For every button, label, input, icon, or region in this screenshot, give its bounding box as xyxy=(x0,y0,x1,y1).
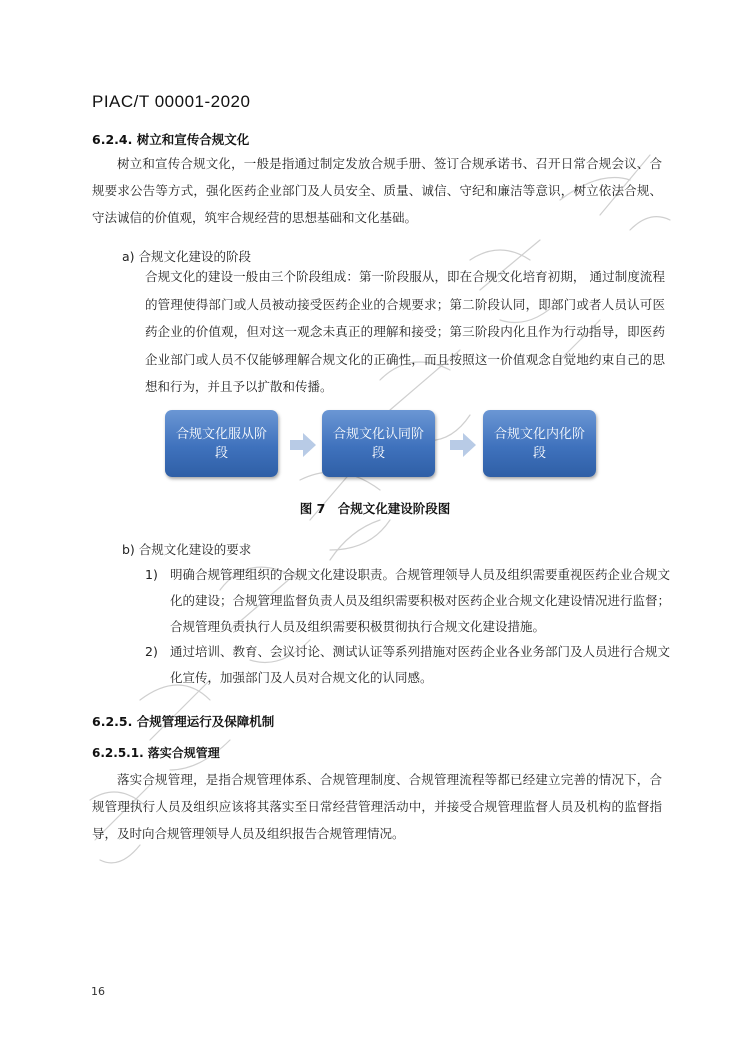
stage-box-compliance: 合规文化服从阶段 xyxy=(165,410,278,477)
page-number: 16 xyxy=(91,985,105,998)
list-item xyxy=(145,562,670,640)
arrow-right-icon xyxy=(290,433,316,457)
item-b-label: b) 合规文化建设的要求 xyxy=(122,542,252,557)
arrow-right-icon xyxy=(450,433,476,457)
section-intro-paragraph: 树立和宣传合规文化，一般是指通过制定发放合规手册、签订合规承诺书、召开日常合规会议、合规要求公告等方式，强化医药企业部门及人员安全、质量、诚信、守纪和廉洁等意识，树立依法合规、守法诚信的价值观，筑牢合规经营的思想基础和文化基础。 xyxy=(92,156,662,225)
list-item-text: 通过培训、教育、会议讨论、测试认证等系列措施对医药企业各业务部门及人员进行合规文化宣传，加强部门及人员对合规文化的认同感。 xyxy=(170,644,671,685)
section-heading-6-2-5: 6.2.5. 合规管理运行及保障机制 xyxy=(92,714,275,729)
stage-box-internalization: 合规文化内化阶段 xyxy=(483,410,596,477)
list-item xyxy=(145,639,670,691)
item-a-label: a) 合规文化建设的阶段 xyxy=(122,249,252,264)
figure-caption: 图 7 合规文化建设阶段图 xyxy=(299,501,451,516)
section-heading-6-2-4: 6.2.4. 树立和宣传合规文化 xyxy=(92,132,250,147)
document-code: PIAC/T 00001-2020 xyxy=(92,92,251,111)
subsection-heading-6-2-5-1: 6.2.5.1. 落实合规管理 xyxy=(92,746,220,760)
list-item-text: 明确合规管理组织的合规文化建设职责。合规管理领导人员及组织需要重视医药企业合规文化的建设；合规管理监督负责人员及组织需要积极对医药企业合规文化建设情况进行监督；合规管理负责执行人员及组织需要积极贯彻执行合规文化建设措施。 xyxy=(170,567,671,634)
stage-box-acceptance: 合规文化认同阶段 xyxy=(322,410,435,477)
subsection-paragraph: 落实合规管理，是指合规管理体系、合规管理制度、合规管理流程等都已经建立完善的情况下，合规管理执行人员及组织应该将其落实至日常经营管理活动中，并接受合规管理监督人员及机构的监督指导，及时向合规管理领导人员及组织报告合规管理情况。 xyxy=(92,772,662,841)
list-item-number: 2) xyxy=(145,644,158,659)
item-a-paragraph: 合规文化的建设一般由三个阶段组成：第一阶段服从，即在合规文化培育初期， 通过制度流程的管理使得部门或人员被动接受医药企业的合规要求；第二阶段认同，即部门或者人员认可医药企业的价值观，但对这一观念未真正的理解和接受；第三阶段内化且作为行动指导，即医药企业部门或人员不仅能够理解合规文化的正确性，而且按照这一价值观念自觉地约束自己的思想和行为，并且予以扩散和传播。 xyxy=(145,269,665,394)
list-item-number: 1) xyxy=(145,567,158,582)
